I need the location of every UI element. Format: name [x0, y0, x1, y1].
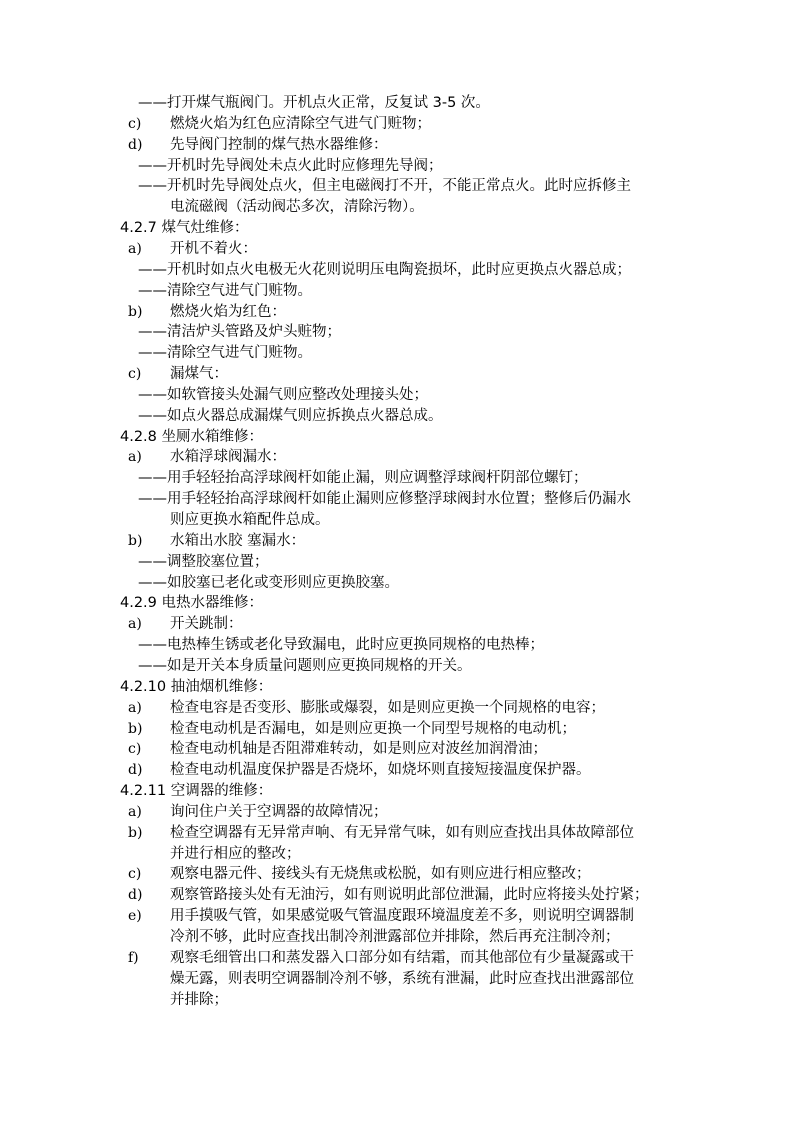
list-item-text: 检查电动机温度保护器是否烧坏，如烧坏则直接短接温度保护器。	[170, 762, 591, 778]
list-item-text: 观察毛细管出口和蒸发器入口部分如有结霜，而其他部位有少量凝露或干	[170, 950, 634, 966]
list-item-label: f)	[128, 950, 139, 966]
list-item-text: 询问住户关于空调器的故障情况；	[170, 804, 388, 820]
list-item-label: c)	[128, 116, 142, 132]
list-item-text: 观察电器元件、接线头有无烧焦或松脱，如有则应进行相应整改；	[170, 866, 591, 882]
dash-item-text: ——清除空气进气门赃物。	[138, 345, 312, 361]
continuation-text: 并进行相应的整改；	[170, 846, 301, 862]
continuation-text: 电流磁阀（活动阀芯多次，清除污物）。	[170, 199, 424, 215]
dash-item-text: ——清洁炉头管路及炉头赃物；	[138, 324, 341, 340]
section-heading: 4.2.9 电热水器维修：	[120, 595, 264, 611]
list-item-text: 检查电动机轴是否阻滞难转动，如是则应对波丝加润滑油；	[170, 741, 547, 757]
dash-item-text: ——如是开关本身质量问题则应更换同规格的开关。	[138, 658, 472, 674]
list-item-label: a)	[128, 241, 142, 257]
list-item-label: a)	[128, 700, 142, 716]
list-item-label: b)	[128, 721, 143, 737]
section-heading: 4.2.8 坐厕水箱维修：	[120, 429, 264, 445]
list-item-label: d)	[128, 137, 143, 153]
continuation-text: 并排除；	[170, 992, 228, 1008]
dash-item-text: ——如软管接头处漏气则应整改处理接头处；	[138, 387, 428, 403]
list-item-text: 观察管路接头处有无油污，如有则说明此部位泄漏，此时应将接头处拧紧；	[170, 887, 649, 903]
dash-item-text: ——清除空气进气门赃物。	[138, 283, 312, 299]
section-heading: 4.2.11 空调器的维修：	[120, 783, 273, 799]
list-item-label: b)	[128, 825, 143, 841]
continuation-text: 冷剂不够，此时应查找出制冷剂泄露部位并排除，然后再充注制冷剂；	[170, 929, 620, 945]
list-item-text: 水箱出水胶 塞漏水：	[170, 533, 306, 549]
dash-item-text: ——如点火器总成漏煤气则应拆换点火器总成。	[138, 408, 443, 424]
dash-item-text: ——用手轻轻抬高浮球阀杆如能止漏，则应调整浮球阀杆阴部位螺钉；	[138, 470, 588, 486]
list-item-label: a)	[128, 616, 142, 632]
dash-item-text: ——电热棒生锈或老化导致漏电，此时应更换同规格的电热棒；	[138, 637, 544, 653]
continuation-text: 燥无露，则表明空调器制冷剂不够，系统有泄漏，此时应查找出泄露部位	[170, 971, 634, 987]
list-item-text: 漏煤气：	[170, 366, 228, 382]
list-item-text: 先导阀门控制的煤气热水器维修：	[170, 137, 388, 153]
list-item-label: a)	[128, 804, 142, 820]
list-item-text: 水箱浮球阀漏水：	[170, 449, 286, 465]
list-item-text: 开关跳制：	[170, 616, 243, 632]
dash-item-text: ——开机时先导阀处未点火此时应修理先导阀；	[138, 158, 443, 174]
list-item-text: 燃烧火焰为红色：	[170, 304, 286, 320]
continuation-text: 则应更换水箱配件总成。	[170, 512, 330, 528]
dash-item-text: ——如胶塞已老化或变形则应更换胶塞。	[138, 575, 399, 591]
list-item-text: 用手摸吸气管，如果感觉吸气管温度跟环境温度差不多，则说明空调器制	[170, 908, 634, 924]
list-item-label: c)	[128, 741, 142, 757]
dash-item-text: ——开机时如点火电极无火花则说明压电陶瓷损坏，此时应更换点火器总成；	[138, 262, 631, 278]
list-item-text: 检查空调器有无异常声响、有无异常气味，如有则应查找出具体故障部位	[170, 825, 634, 841]
list-item-text: 检查电容是否变形、膨胀或爆裂，如是则应更换一个同规格的电容；	[170, 700, 605, 716]
list-item-text: 燃烧火焰为红色应清除空气进气门赃物；	[170, 116, 431, 132]
list-item-text: 开机不着火：	[170, 241, 257, 257]
list-item-label: c)	[128, 366, 142, 382]
dash-item-text: ——打开煤气瓶阀门。开机点火正常，反复试 3-5 次。	[138, 95, 490, 111]
dash-item-text: ——调整胶塞位置；	[138, 554, 269, 570]
list-item-label: c)	[128, 866, 142, 882]
section-heading: 4.2.7 煤气灶维修：	[120, 220, 249, 236]
dash-item-text: ——用手轻轻抬高浮球阀杆如能止漏则应修整浮球阀封水位置；整修后仍漏水	[138, 491, 631, 507]
list-item-text: 检查电动机是否漏电，如是则应更换一个同型号规格的电动机；	[170, 721, 576, 737]
list-item-label: d)	[128, 762, 143, 778]
list-item-label: a)	[128, 449, 142, 465]
list-item-label: e)	[128, 908, 142, 924]
list-item-label: d)	[128, 887, 143, 903]
section-heading: 4.2.10 抽油烟机维修：	[120, 679, 273, 695]
dash-item-text: ——开机时先导阀处点火，但主电磁阀打不开，不能正常点火。此时应拆修主	[138, 178, 631, 194]
list-item-label: b)	[128, 304, 143, 320]
list-item-label: b)	[128, 533, 143, 549]
